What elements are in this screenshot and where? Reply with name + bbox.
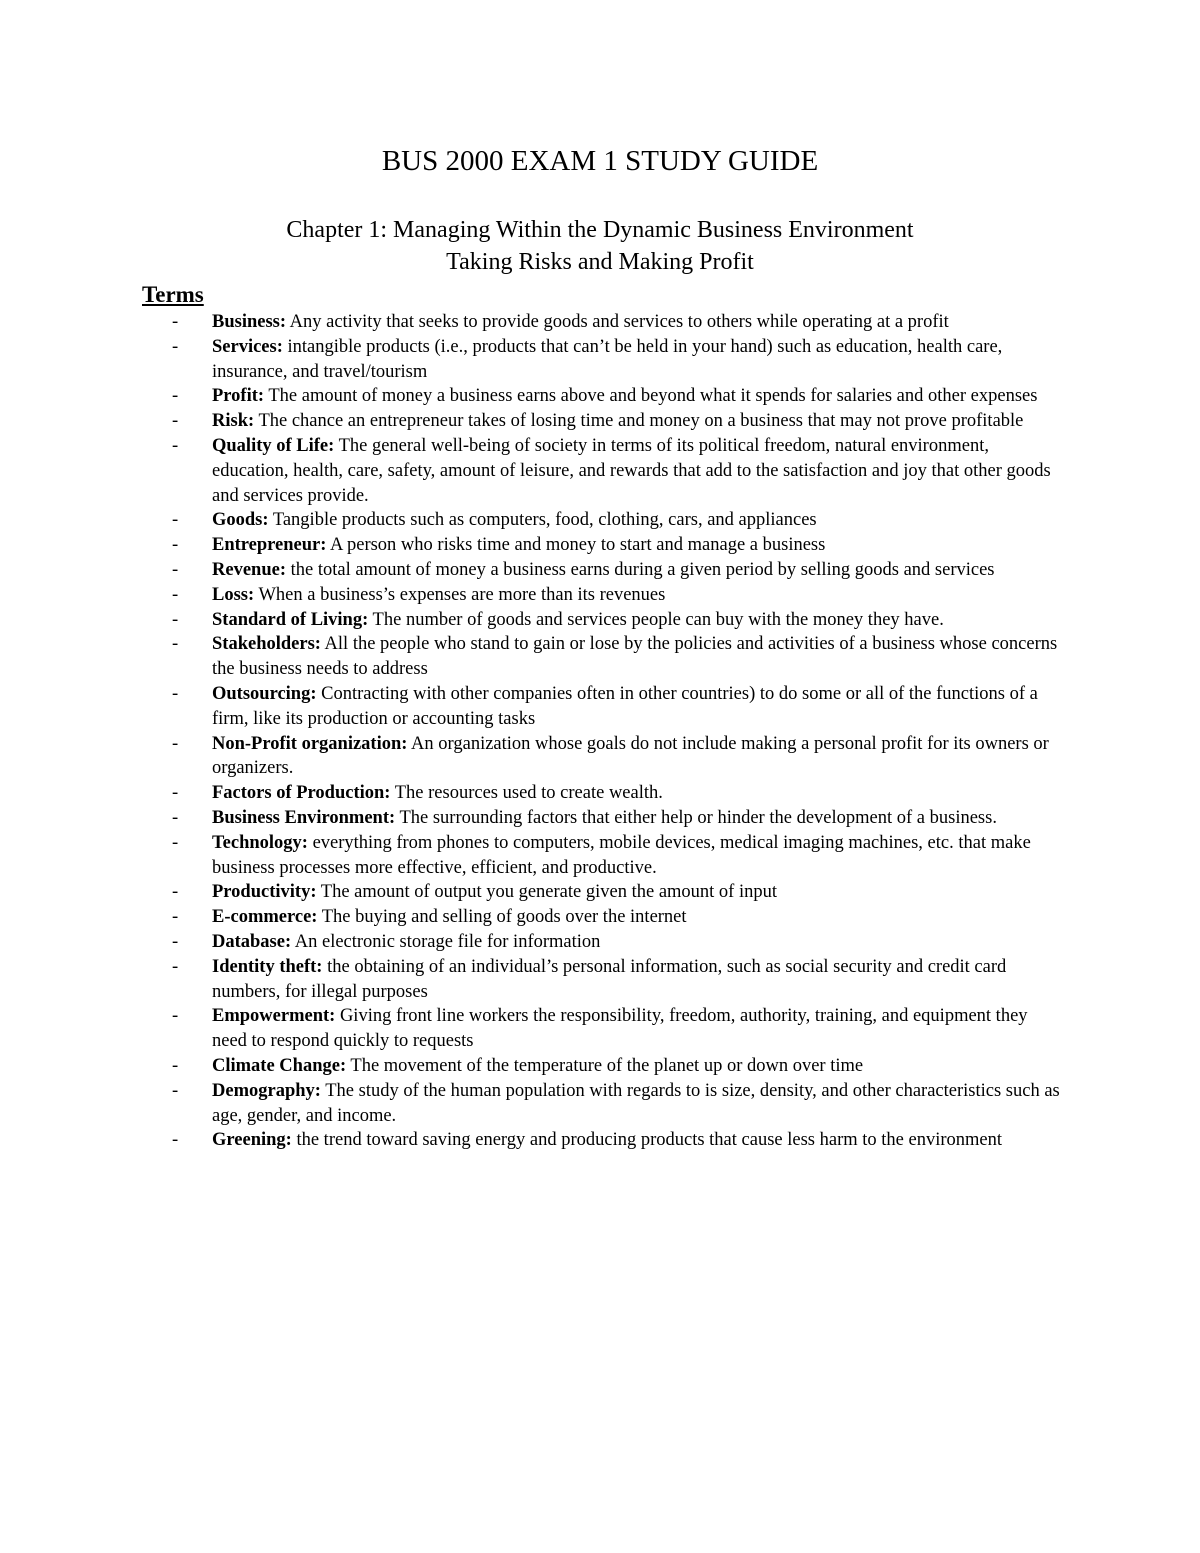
term-name: Business Environment: xyxy=(212,807,396,828)
bullet-dash: - xyxy=(172,956,179,977)
term-item xyxy=(0,583,1200,608)
bullet-dash: - xyxy=(172,411,179,432)
bullet-dash: - xyxy=(172,510,179,531)
term-item xyxy=(0,831,1200,881)
bullet-dash: - xyxy=(172,609,179,630)
term-definition: Tangible products such as computers, food, clothing, cars, and appliances xyxy=(268,510,817,531)
term-name: Empowerment: xyxy=(212,1006,336,1027)
term-item xyxy=(0,409,1200,434)
term-name: Entrepreneur: xyxy=(212,535,327,556)
terms-list xyxy=(0,310,1200,1153)
chapter-heading xyxy=(0,214,1200,278)
term-definition: All the people who stand to gain or lose by the policies and activities of a business whose concerns the business needs to address xyxy=(212,634,1058,680)
term-definition: everything from phones to computers, mobile devices, medical imaging machines, etc. that make business processes more effective, efficient, and productive. xyxy=(212,832,1031,878)
term-item xyxy=(0,732,1200,782)
term-name: Services: xyxy=(212,336,283,357)
term-name: Goods: xyxy=(212,510,269,531)
term-item xyxy=(0,558,1200,583)
term-item xyxy=(0,632,1200,682)
term-name: Factors of Production: xyxy=(212,783,391,804)
term-definition: the trend toward saving energy and producing products that cause less harm to the environment xyxy=(291,1130,1003,1151)
bullet-dash: - xyxy=(172,907,179,928)
bullet-dash: - xyxy=(172,1080,179,1101)
term-item xyxy=(0,508,1200,533)
term-item xyxy=(0,880,1200,905)
term-name: Database: xyxy=(212,931,292,952)
term-definition: the total amount of money a business earns during a given period by selling goods and services xyxy=(285,559,995,580)
bullet-dash: - xyxy=(172,559,179,580)
bullet-dash: - xyxy=(172,435,179,456)
term-definition: An electronic storage file for information xyxy=(291,931,601,952)
chapter-title: Chapter 1: Managing Within the Dynamic Business Environment xyxy=(286,217,914,243)
term-name: Technology: xyxy=(212,832,308,853)
bullet-dash: - xyxy=(172,634,179,655)
term-definition: The chance an entrepreneur takes of losing time and money on a business that may not prove profitable xyxy=(254,411,1024,432)
term-definition: The amount of output you generate given the amount of input xyxy=(316,882,777,903)
bullet-dash: - xyxy=(172,1130,179,1151)
bullet-dash: - xyxy=(172,783,179,804)
bullet-dash: - xyxy=(172,386,179,407)
term-item xyxy=(0,608,1200,633)
chapter-subtitle: Taking Risks and Making Profit xyxy=(446,249,754,275)
term-definition: The number of goods and services people can buy with the money they have. xyxy=(368,609,944,630)
term-name: Stakeholders: xyxy=(212,634,321,655)
term-definition: An organization whose goals do not include making a personal profit for its owners or organizers. xyxy=(212,733,1049,779)
bullet-dash: - xyxy=(172,1006,179,1027)
document-title: BUS 2000 EXAM 1 STUDY GUIDE xyxy=(381,145,819,177)
term-item xyxy=(0,434,1200,508)
term-name: E-commerce: xyxy=(212,907,318,928)
term-item xyxy=(0,335,1200,385)
bullet-dash: - xyxy=(172,535,179,556)
term-name: Demography: xyxy=(212,1080,321,1101)
term-name: Risk: xyxy=(212,411,255,432)
term-definition: intangible products (i.e., products that can’t be held in your hand) such as education, health care, insurance, and travel/tourism xyxy=(212,336,1003,382)
term-definition: Contracting with other companies often in other countries) to do some or all of the functions of a firm, like its production or accounting tasks xyxy=(212,683,1038,729)
term-name: Productivity: xyxy=(212,882,317,903)
bullet-dash: - xyxy=(172,931,179,952)
term-name: Business: xyxy=(212,312,287,332)
bullet-dash: - xyxy=(172,733,179,754)
term-definition: The surrounding factors that either help or hinder the development of a business. xyxy=(395,807,997,828)
term-name: Greening: xyxy=(212,1130,292,1151)
terms-heading: Terms xyxy=(142,282,204,307)
term-item xyxy=(0,905,1200,930)
term-definition: The buying and selling of goods over the internet xyxy=(317,907,687,928)
term-name: Outsourcing: xyxy=(212,683,317,704)
term-name: Quality of Life: xyxy=(212,435,335,456)
term-definition: When a business’s expenses are more than its revenues xyxy=(254,584,666,605)
term-item xyxy=(0,955,1200,1005)
term-definition: A person who risks time and money to start and manage a business xyxy=(326,535,826,556)
term-definition: The general well-being of society in terms of its political freedom, natural environment, education, health, care, safety, amount of leisure, and rewards that add to the satisfaction and joy that other goods and services provide. xyxy=(212,435,1051,506)
term-item xyxy=(0,1079,1200,1129)
term-item xyxy=(0,533,1200,558)
bullet-dash: - xyxy=(172,807,179,828)
term-item xyxy=(0,1004,1200,1054)
term-definition: The amount of money a business earns above and beyond what it spends for salaries and other expenses xyxy=(264,386,1038,407)
bullet-dash: - xyxy=(172,683,179,704)
bullet-dash: - xyxy=(172,832,179,853)
bullet-dash: - xyxy=(172,312,179,332)
term-item xyxy=(0,930,1200,955)
term-name: Identity theft: xyxy=(212,956,323,977)
term-item xyxy=(0,682,1200,732)
term-item xyxy=(0,384,1200,409)
term-definition: The movement of the temperature of the planet up or down over time xyxy=(346,1055,864,1076)
bullet-dash: - xyxy=(172,336,179,357)
term-item xyxy=(0,781,1200,806)
term-definition: Giving front line workers the responsibility, freedom, authority, training, and equipment they need to respond quickly to requests xyxy=(212,1006,1028,1052)
term-definition: The resources used to create wealth. xyxy=(390,783,663,804)
term-definition: The study of the human population with regards to is size, density, and other characteristics such as age, gender, and income. xyxy=(212,1080,1060,1126)
term-item xyxy=(0,1128,1200,1153)
term-definition: the obtaining of an individual’s personal information, such as social security and credit card numbers, for illegal purposes xyxy=(212,956,1007,1002)
term-definition: Any activity that seeks to provide goods and services to others while operating at a profit xyxy=(286,312,949,332)
term-item xyxy=(0,1054,1200,1079)
term-name: Climate Change: xyxy=(212,1055,347,1076)
term-name: Loss: xyxy=(212,584,255,605)
term-item xyxy=(0,806,1200,831)
bullet-dash: - xyxy=(172,1055,179,1076)
term-name: Revenue: xyxy=(212,559,286,580)
term-name: Non-Profit organization: xyxy=(212,733,408,754)
bullet-dash: - xyxy=(172,882,179,903)
term-name: Standard of Living: xyxy=(212,609,369,630)
term-name: Profit: xyxy=(212,386,265,407)
bullet-dash: - xyxy=(172,584,179,605)
term-item xyxy=(0,310,1200,335)
